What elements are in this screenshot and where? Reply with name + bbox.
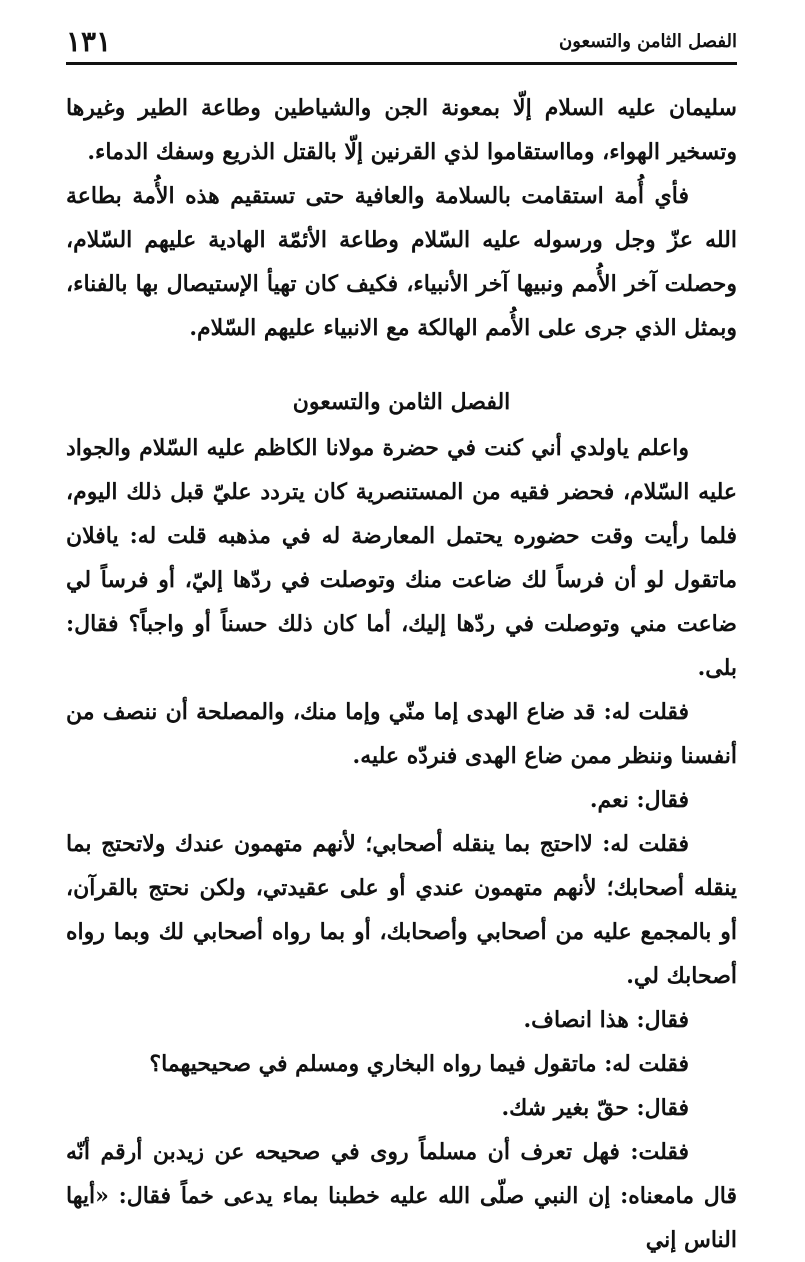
paragraph: فقلت له: قد ضاع الهدى إما منّي وإما منك، والمصلحة أن ننصف من أنفسنا وننظر ممن ضاع الهدى فنردّه عليه. (66, 699, 737, 769)
header-divider (66, 62, 737, 65)
running-chapter-title: الفصل الثامن والتسعون (559, 31, 737, 52)
section-heading: الفصل الثامن والتسعون (292, 389, 511, 415)
paragraph: واعلم ياولدي أني كنت في حضرة مولانا الكاظم عليه السّلام والجواد عليه السّلام، فحضر فقيه من المستنصرية كان يتردد عليّ قبل ذلك اليوم، فلما رأيت وقت حضوره يحتمل المعارضة له في مذهبه قلت له: يافلان ماتقول لو أن فرساً لك ضاعت منك وتوصلت في ردّها إليّ، أو فرساً لي ضاعت مني وتوصلت في ردّها إليك، أما كان ذلك حسناً أو واجباً؟ فقال: بلى. (66, 435, 737, 681)
paragraph: فقلت له: لااحتج بما ينقله أصحابي؛ لأنهم متهمون عندك ولاتحتج بما ينقله أصحابك؛ لأنهم متهمون عندي أو على عقيدتي، ولكن نحتج بالقرآن، أو بالمجمع عليه من أصحابي وأصحابك، أو بما رواه أصحابي لك وبما رواه أصحابك لي. (66, 831, 737, 989)
paragraph: فأي أُمة استقامت بالسلامة والعافية حتى تستقيم هذه الأُمة بطاعة الله عزّ وجل ورسوله عليه السّلام وطاعة الأئمّة الهادية عليهم السّلام، وحصلت آخر الأُمم ونبيها آخر الأنبياء، فكيف كان تهيأ الإستيصال بها بالفناء، وبمثل الذي جرى على الأُمم الهالكة مع الانبياء عليهم السّلام. (66, 183, 737, 341)
page-number: ١٣١ (66, 25, 112, 58)
page-header (66, 22, 737, 62)
paragraph: فقلت له: ماتقول فيما رواه البخاري ومسلم في صحيحيهما؟ (149, 1051, 689, 1077)
paragraph: فقال: نعم. (589, 787, 689, 813)
paragraph: فقال: حقّ بغير شك. (501, 1095, 689, 1121)
paragraph: فقلت: فهل تعرف أن مسلماً روى في صحيحه عن زيدبن أرقم أنّه قال مامعناه: إن النبي صلّى الله عليه خطبنا بماء يدعى خماً فقال: «أيها الناس إني (66, 1139, 737, 1253)
paragraph: سليمان عليه السلام إلّا بمعونة الجن والشياطين وطاعة الطير وغيرها وتسخير الهواء، ومااستقاموا لذي القرنين إلّا بالقتل الذريع وسفك الدماء. (66, 95, 737, 165)
paragraph: فقال: هذا انصاف. (523, 1007, 689, 1033)
page-body (66, 86, 737, 1262)
